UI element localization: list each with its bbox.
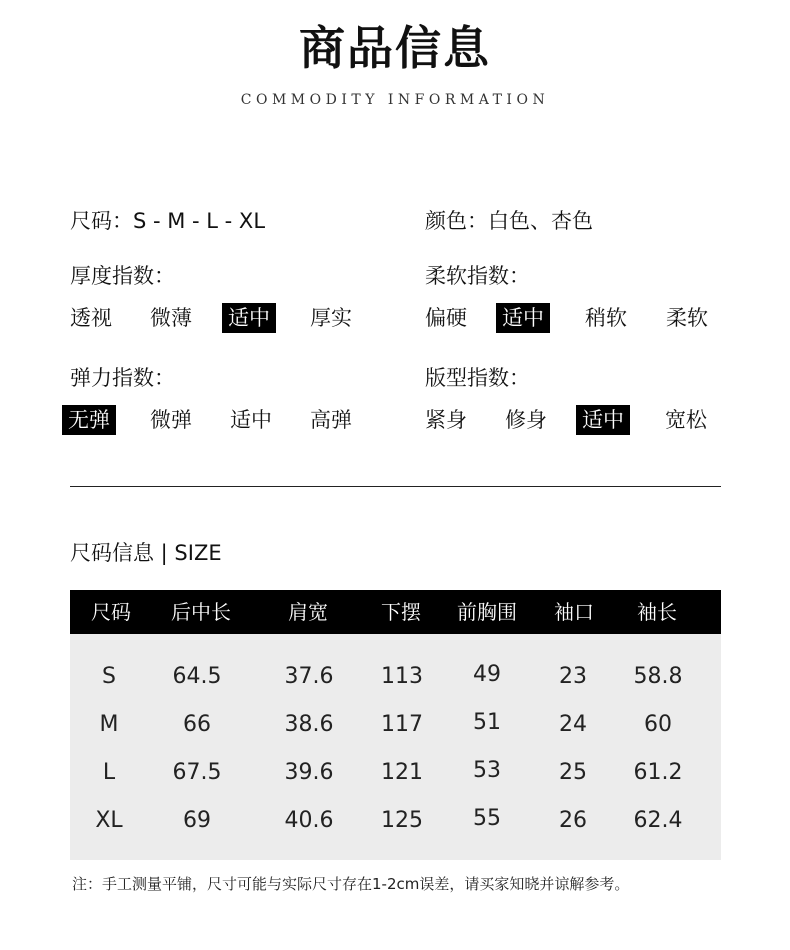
table-cell: 60 [644, 712, 672, 737]
column-header-chest: 前胸围 [457, 600, 517, 624]
table-cell: 117 [381, 712, 423, 737]
table-cell: 58.8 [633, 664, 683, 689]
column-header-hem: 下摆 [381, 600, 421, 624]
divider [70, 486, 721, 487]
table-row [70, 749, 721, 797]
table-cell: L [102, 760, 116, 785]
table-row [70, 797, 721, 845]
table-cell: 23 [559, 664, 587, 689]
elasticity-label: 弹力指数： [70, 366, 175, 390]
fit-option-selected: 适中 [576, 405, 630, 435]
thickness-option-selected: 适中 [222, 303, 276, 333]
softness-option: 柔软 [666, 306, 708, 330]
table-cell: 38.6 [284, 712, 334, 737]
elasticity-option-selected: 无弹 [62, 405, 116, 435]
elasticity-option: 微弹 [150, 408, 192, 432]
softness-option-selected: 适中 [496, 303, 550, 333]
size-info: 尺码：S - M - L - XL [70, 209, 266, 233]
table-cell: 40.6 [284, 808, 334, 833]
thickness-option: 厚实 [310, 306, 352, 330]
fit-option: 紧身 [425, 408, 467, 432]
fit-option: 宽松 [665, 408, 707, 432]
elasticity-option: 高弹 [310, 408, 352, 432]
column-header-shoulder: 肩宽 [288, 600, 328, 624]
table-cell: 67.5 [172, 760, 222, 785]
table-cell: XL [95, 808, 123, 833]
table-cell: 24 [559, 712, 587, 737]
table-cell: 39.6 [284, 760, 334, 785]
thickness-label: 厚度指数： [70, 264, 175, 288]
table-cell: 26 [559, 808, 587, 833]
table-cell: M [99, 712, 119, 737]
page-title: 商品信息 [299, 21, 491, 75]
size-table-body [70, 634, 721, 860]
table-cell: 113 [381, 664, 423, 689]
page-subtitle: COMMODITY INFORMATION [240, 92, 550, 108]
table-cell: 66 [183, 712, 211, 737]
table-cell: 25 [559, 760, 587, 785]
fit-option: 修身 [505, 408, 547, 432]
table-cell: 125 [381, 808, 423, 833]
table-row [70, 653, 721, 701]
table-cell: 61.2 [633, 760, 683, 785]
thickness-option: 微薄 [150, 306, 192, 330]
table-cell: 37.6 [284, 664, 334, 689]
size-section-title: 尺码信息 | SIZE [70, 541, 222, 565]
table-cell: S [102, 664, 116, 689]
fit-label: 版型指数： [425, 366, 530, 390]
column-header-cuff: 袖口 [554, 600, 594, 624]
table-cell: 64.5 [172, 664, 222, 689]
column-header-size: 尺码 [91, 600, 131, 624]
thickness-option: 透视 [70, 306, 112, 330]
table-cell: 51 [473, 710, 501, 735]
table-cell: 121 [381, 760, 423, 785]
table-cell: 49 [473, 662, 501, 687]
color-info: 颜色：白色、杏色 [425, 209, 593, 233]
table-cell: 55 [473, 806, 501, 831]
size-table-header [70, 590, 721, 634]
softness-label: 柔软指数： [425, 264, 530, 288]
table-row [70, 701, 721, 749]
elasticity-option: 适中 [230, 408, 272, 432]
column-header-sleeve: 袖长 [637, 600, 677, 624]
measurement-note: 注：手工测量平铺，尺寸可能与实际尺寸存在1-2cm误差，请买家知晓并谅解参考。 [72, 875, 630, 893]
table-cell: 53 [473, 758, 501, 783]
table-cell: 62.4 [633, 808, 683, 833]
column-header-back-length: 后中长 [171, 600, 231, 624]
table-cell: 69 [183, 808, 211, 833]
softness-option: 偏硬 [425, 306, 467, 330]
softness-option: 稍软 [585, 306, 627, 330]
